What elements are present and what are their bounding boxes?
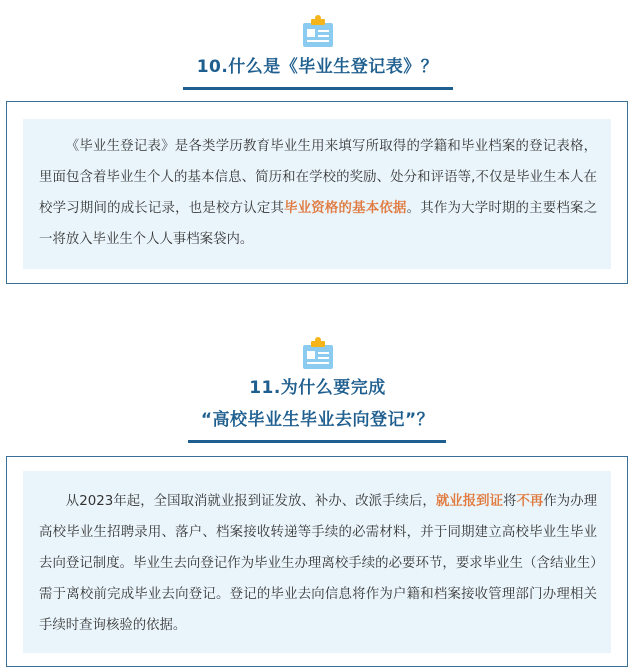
answer-paragraph: [39, 486, 597, 641]
section-title-line2: “高校毕业生毕业去向登记”？: [200, 410, 435, 430]
answer-text: 。其作为大学时期的主要档案之一将放入毕业生个人人事档案袋内。: [39, 201, 598, 247]
answer-panel-fill: [23, 471, 611, 653]
answer-text: 《毕业生登记表》是各类学历教育毕业生用来填写所取得的学籍和毕业档案的登记表格，里面包含着毕业生个人的基本信息、简历和在学校的奖励、处分和评语等,不仅是毕业生本人在校学习期间的成长记录，也是校方认定其: [39, 139, 597, 216]
answer-panel-fill: [23, 119, 611, 269]
answer-text: 将: [503, 494, 517, 509]
answer-panel: [6, 456, 628, 667]
answer-highlight: 不再: [516, 494, 544, 509]
answer-panel: [6, 101, 628, 284]
section-title: 10.什么是《毕业生登记表》？: [196, 57, 439, 77]
answer-text: 作为办理高校毕业生招聘录用、落户、档案接收转递等手续的必需材料，并于同期建立高校毕业生毕业去向登记制度。毕业生去向登记作为毕业生办理离校手续的必要环节，要求毕业生（含结业生）需于离校前完成毕业去向登记。登记的毕业去向信息将作为户籍和档案接收管理部门办理相关手续时查询核验的依据。: [39, 494, 598, 633]
section-title-line1: 11.为什么要完成: [249, 378, 386, 398]
clipboard-icon: [297, 14, 339, 50]
clipboard-icon: [297, 336, 339, 372]
title-underline: [188, 440, 446, 443]
answer-paragraph: [39, 131, 597, 255]
answer-highlight: 毕业资格的基本依据: [284, 201, 407, 216]
answer-highlight: 就业报到证: [435, 494, 504, 509]
answer-text: 从2023年起，全国取消就业报到证发放、补办、改派手续后，: [65, 494, 436, 509]
title-underline: [183, 87, 453, 90]
